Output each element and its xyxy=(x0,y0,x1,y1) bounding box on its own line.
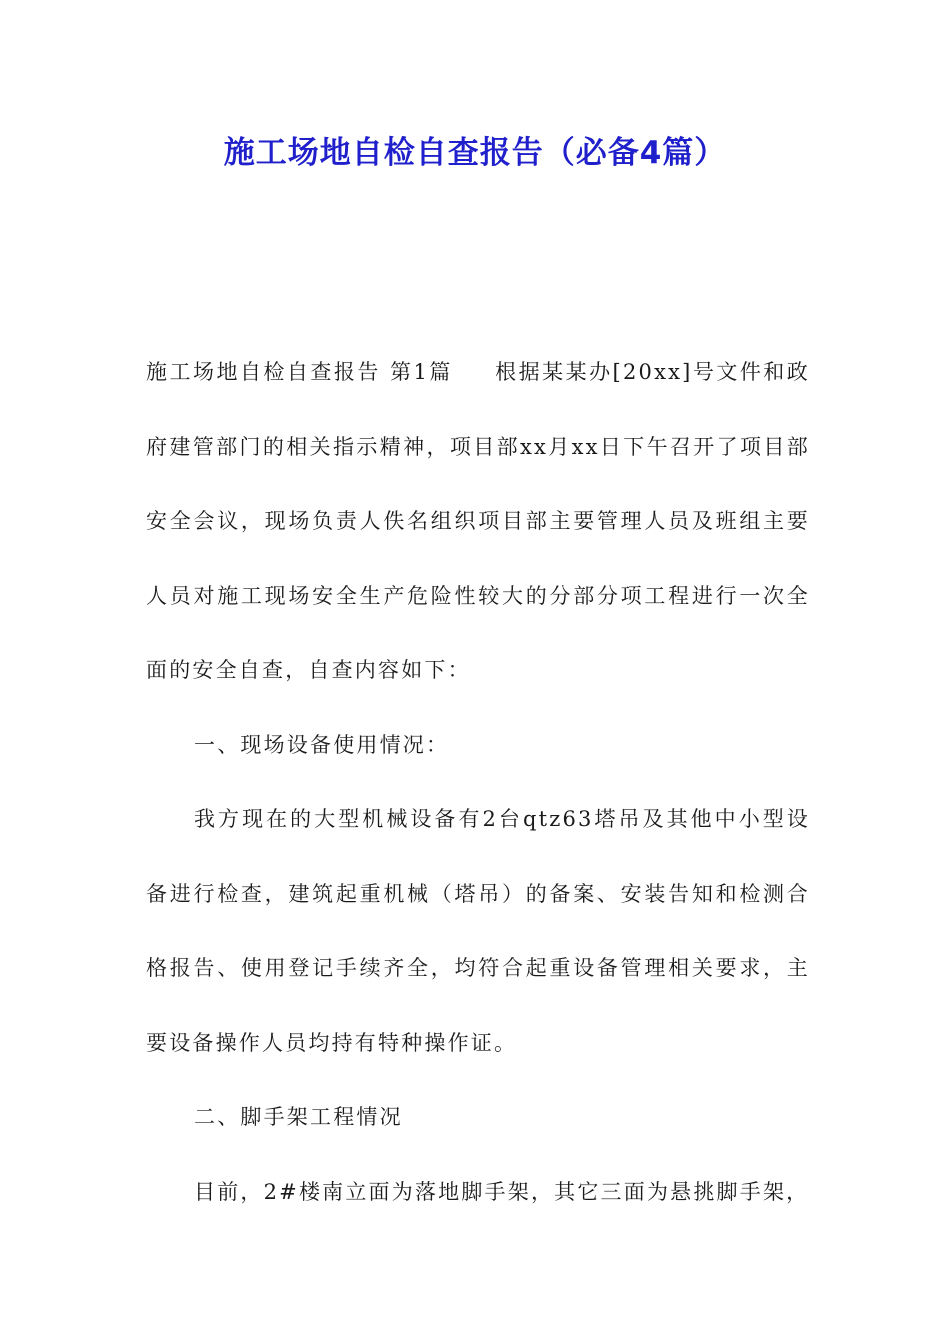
intro-text: 根据某某办[20xx]号文件和政府建管部门的相关指示精神，项目部xx月xx日下午召开了项目部安全会议，现场负责人佚名组织项目部主要管理人员及班组主要人员对施工现场安全生产危险性较大的分部分项工程进行一次全面的安全自查，自查内容如下： xyxy=(146,360,810,682)
section1-paragraph: 我方现在的大型机械设备有2台qtz63塔吊及其他中小型设备进行检查，建筑起重机械（塔吊）的备案、安装告知和检测合格报告、使用登记手续齐全，均符合起重设备管理相关要求，主要设备操作人员均持有特种操作证。 xyxy=(146,807,810,1055)
intro-heading: 施工场地自检自查报告 第1篇 xyxy=(146,360,453,384)
section2-paragraph: 目前，2#楼南立面为落地脚手架，其它三面为悬挑脚手架， xyxy=(194,1179,810,1204)
section1-heading: 一、现场设备使用情况： xyxy=(194,732,450,757)
intro-paragraph xyxy=(146,335,810,708)
section2-heading: 二、脚手架工程情况 xyxy=(194,1105,403,1129)
document-title: 施工场地自检自查报告（必备4篇） xyxy=(223,135,727,171)
document-body xyxy=(146,335,810,1229)
